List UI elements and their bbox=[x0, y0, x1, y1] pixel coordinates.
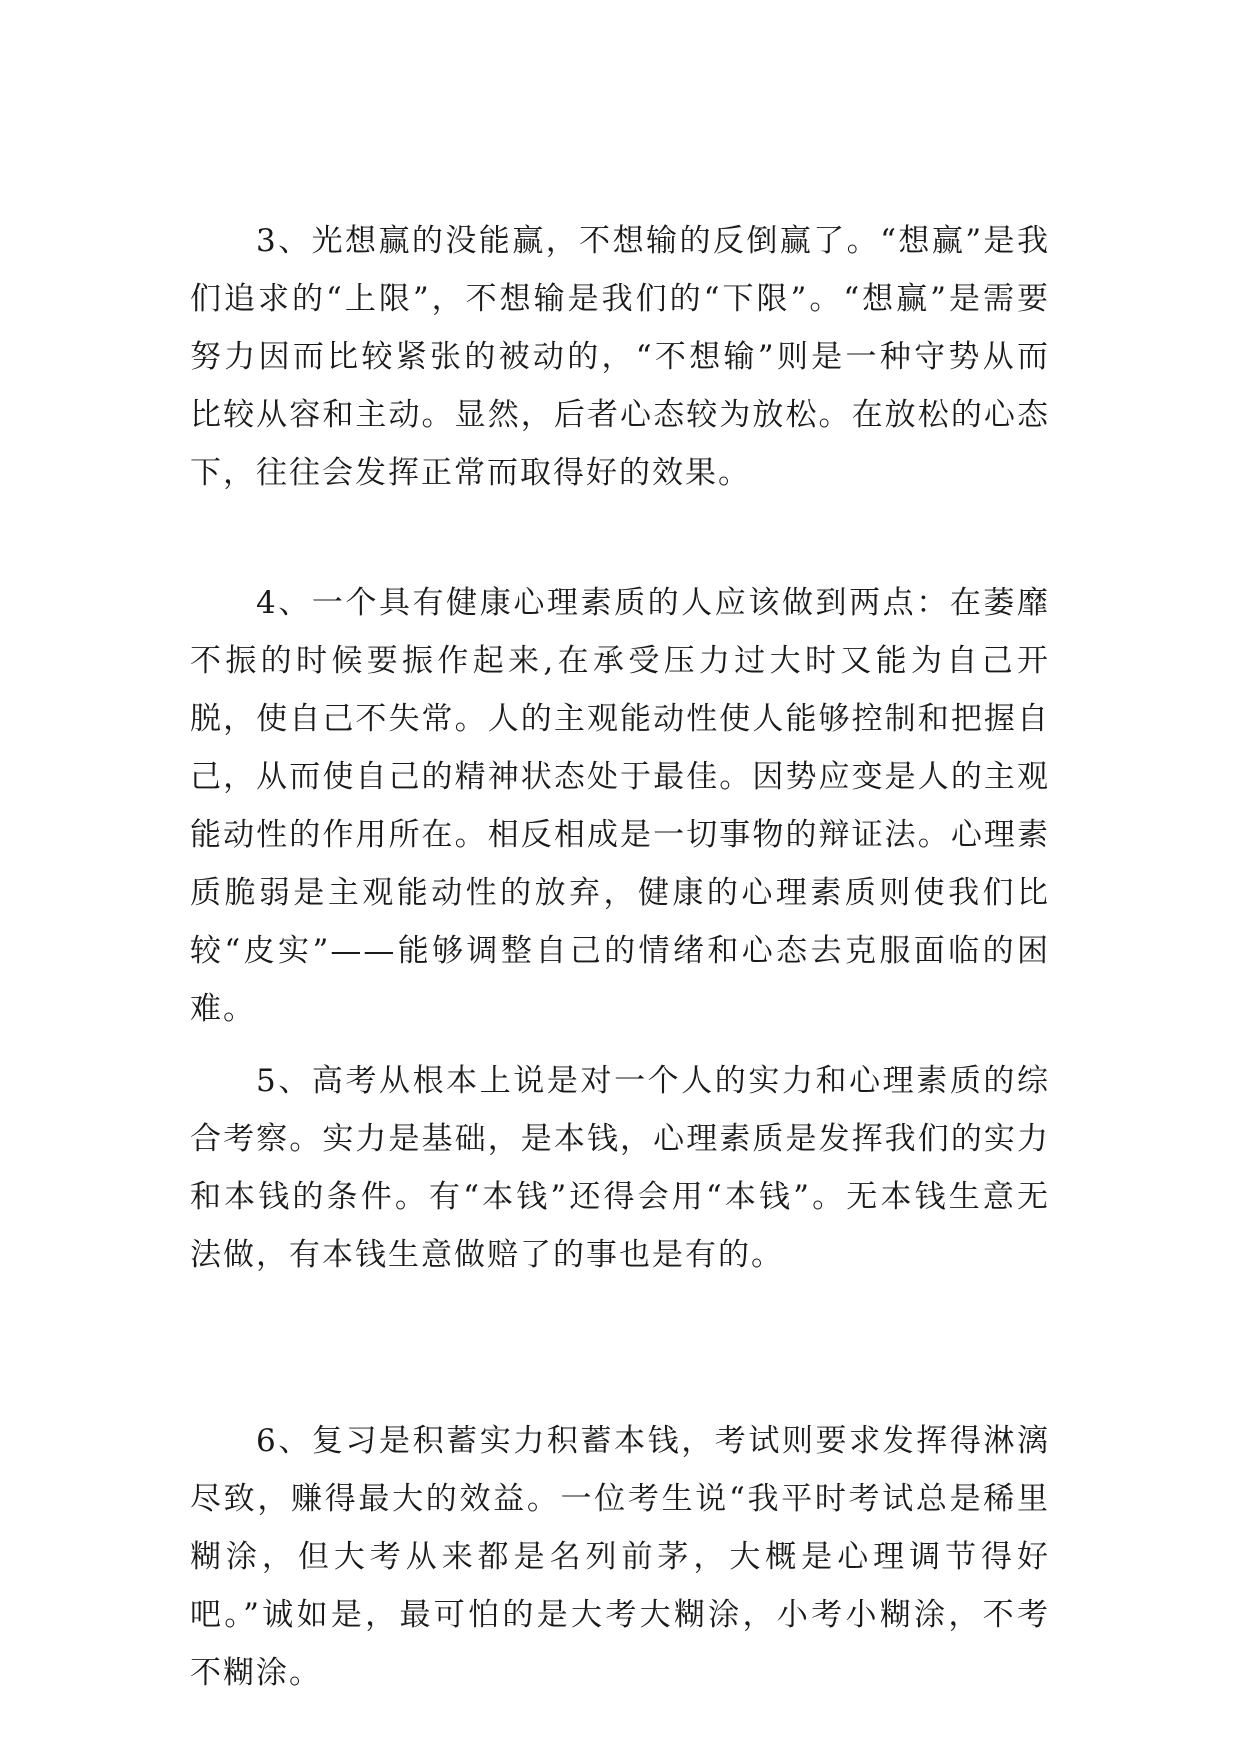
paragraph-4: 4、一个具有健康心理素质的人应该做到两点：在萎靡不振的时候要振作起来,在承受压力过大时又能为自己开脱，使自己不失常。人的主观能动性使人能够控制和把握自己，从而使自己的精神状态处于最佳。因势应变是人的主观能动性的作用所在。相反相成是一切事物的辩证法。心理素质脆弱是主观能动性的放弃，健康的心理素质则使我们比较“皮实”——能够调整自己的情绪和心态去克服面临的困难。 bbox=[190, 585, 1050, 1027]
paragraph-5: 5、高考从根本上说是对一个人的实力和心理素质的综合考察。实力是基础，是本钱，心理素质是发挥我们的实力和本钱的条件。有“本钱”还得会用“本钱”。无本钱生意无法做，有本钱生意做赔了的事也是有的。 bbox=[190, 1063, 1050, 1273]
paragraph-3: 3、光想赢的没能赢，不想输的反倒赢了。“想赢”是我们追求的“上限”，不想输是我们的“下限”。“想赢”是需要努力因而比较紧张的被动的，“不想输”则是一种守势从而比较从容和主动。显然，后者心态较为放松。在放松的心态下，往往会发挥正常而取得好的效果。 bbox=[190, 223, 1050, 491]
paragraph-6: 6、复习是积蓄实力积蓄本钱，考试则要求发挥得淋漓尽致，赚得最大的效益。一位考生说“我平时考试总是稀里糊涂，但大考从来都是名列前茅，大概是心理调节得好吧。”诚如是，最可怕的是大考大糊涂，小考小糊涂，不考不糊涂。 bbox=[190, 1423, 1050, 1691]
